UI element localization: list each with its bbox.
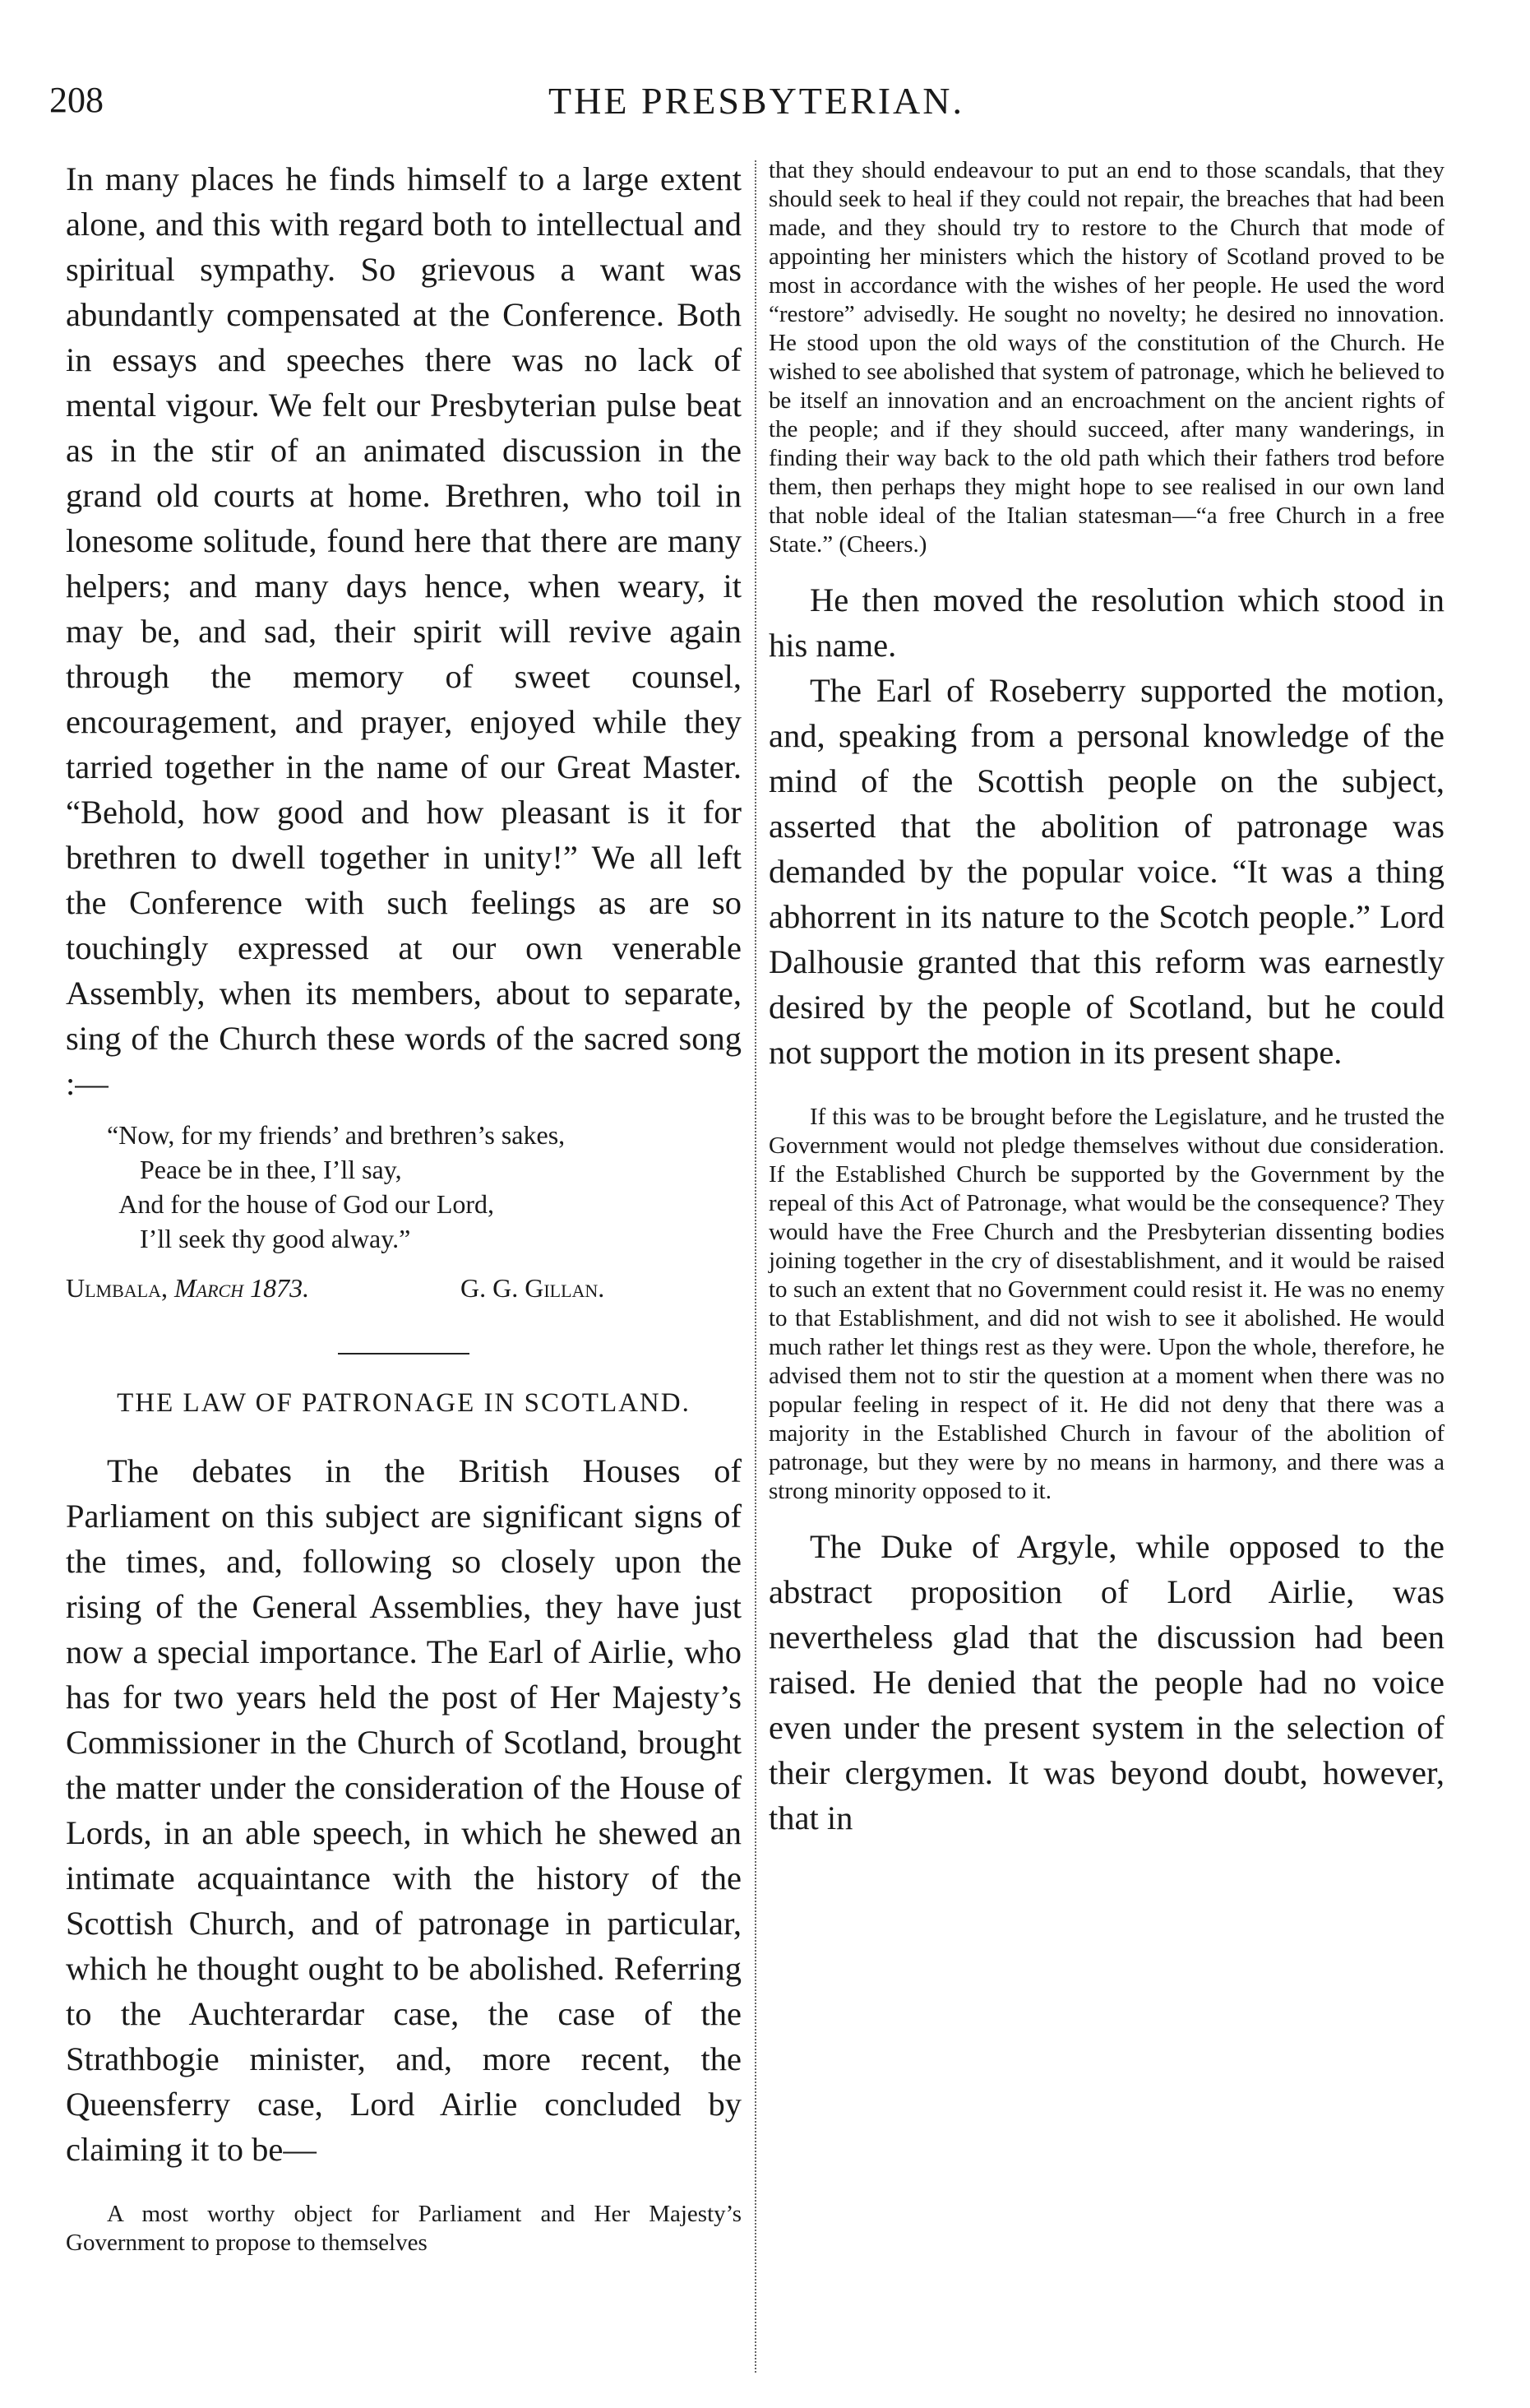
right-column (769, 156, 1444, 1841)
signature-author: G. G. Gillan. (460, 1273, 605, 1303)
left-column (66, 156, 742, 2258)
left-quote-paragraph: A most worthy object for Parliament and Her Majesty’s Government to propose to themselves (66, 2201, 742, 2256)
page-number: 208 (49, 80, 104, 120)
right-paragraph-3: The Earl of Roseberry supported the motion, and, speaking from a personal knowledge of the mind of the Scottish people on the subject, asserted that the abolition of patronage was demanded by the popular voice. “It was a thing abhorrent in its nature to the Scotch people.” Lord Dalhousie granted that this reform was earnestly desired by the people of Scotland, but he could not support the motion in its present shape. (769, 672, 1444, 1071)
right-paragraph-5: The Duke of Argyle, while opposed to the abstract proposition of Lord Airlie, was nevertheless glad that the discussion had been raised. He denied that the people had no voice even under the present system in the selection of their clergymen. It was beyond doubt, however, that in (769, 1528, 1444, 1836)
page-header (49, 79, 1463, 137)
signature-place: Ulmbala, (66, 1273, 168, 1303)
poem-quote (107, 1118, 742, 1256)
right-quote-paragraph: that they should endeavour to put an end to those scandals, that they should seek to heal if they could not repair, the breaches that had been made, and they should try to restore to the Church that mode of appointing her ministers which the history of Scotland proved to be most in accordance with the wishes of her people. He used the word “restore” advisedly. He sought no novelty; he desired no innovation. He stood upon the old ways of the constitution of the Church. He wished to see abolished that system of patronage, which he believed to be itself an innovation and an encroachment on the ancient rights of the people; and if they should succeed, after many wanderings, in finding their way back to the old path which their fathers trod before them, then perhaps they might hope to see realised in our own land that noble ideal of the Italian statesman—“a free Church in a free State.” (Cheers.) (769, 157, 1444, 558)
poem-line: I’ll seek thy good alway.” (107, 1224, 411, 1253)
left-paragraph-2: The debates in the British Houses of Parliament on this subject are significant signs of the times, and, following so closely upon the rising of the General Assemblies, they have just now a special importance. The Earl of Airlie, who has for two years held the post of Her Majesty’s Commissioner in the Church of Scotland, brought the matter under the consideration of the House of Lords, in an able speech, in which he shewed an intimate acquaintance with the history of the Scottish Church, and of patronage in particular, which he thought ought to be abolished. Referring to the Auchterardar case, the case of the Strathbogie minister, and, more recent, the Queensferry case, Lord Airlie concluded by claiming it to be— (66, 1452, 742, 2168)
poem-line: Peace be in thee, I’ll say, (107, 1155, 402, 1184)
article-title: THE LAW OF PATRONAGE IN SCOTLAND. (117, 1388, 691, 1418)
column-divider (755, 160, 756, 2373)
right-quote-paragraph-2: If this was to be brought before the Legislature, and he trusted the Government would not pledge themselves without due consideration. If the Established Church be supported by the Government by the repeal of this Act of Patronage, what would be the consequence? They would have the Free Church and the Presbyterian dissenting bodies joining together in the cry of disestablishment, and it would be raised to such an extent that no Government could resist it. He was no enemy to that Establishment, and did not wish to see it abolished. He would much rather let things rest as they were. Upon the whole, therefore, he advised them not to stir the question at a moment when there was no popular feeling in respect of it. He did not deny that there was a majority in the Established Church in favour of the abolition of patronage, but they were by no means in harmony, and there was a strong minority opposed to it. (769, 1104, 1444, 1504)
signature-date: March 1873. (174, 1273, 310, 1303)
running-title: THE PRESBYTERIAN. (548, 80, 964, 122)
section-rule (338, 1353, 469, 1354)
poem-line: “Now, for my friends’ and brethren’s sakes, (107, 1120, 566, 1150)
right-paragraph-2: He then moved the resolution which stood in his name. (769, 581, 1444, 664)
signature-line (66, 1271, 742, 1305)
poem-line: And for the house of God our Lord, (107, 1189, 495, 1219)
left-paragraph-1: In many places he finds himself to a large extent alone, and this with regard both to intellectual and spiritual sympathy. So grievous a want was abundantly compensated at the Conference. Both in essays and speeches there was no lack of mental vigour. We felt our Presbyterian pulse beat as in the stir of an animated discussion in the grand old courts at home. Brethren, who toil in lonesome solitude, found here that there are many helpers; and many days hence, when weary, it may be, and sad, their spirit will revive again through the memory of sweet counsel, encouragement, and prayer, enjoyed while they tarried together in the name of our Great Master. “Behold, how good and how pleasant is it for brethren to dwell together in unity!” We all left the Conference with such feelings as are so touchingly expressed at our own venerable Assembly, when its members, about to separate, sing of the Church these words of the sacred song :— (66, 160, 742, 1102)
